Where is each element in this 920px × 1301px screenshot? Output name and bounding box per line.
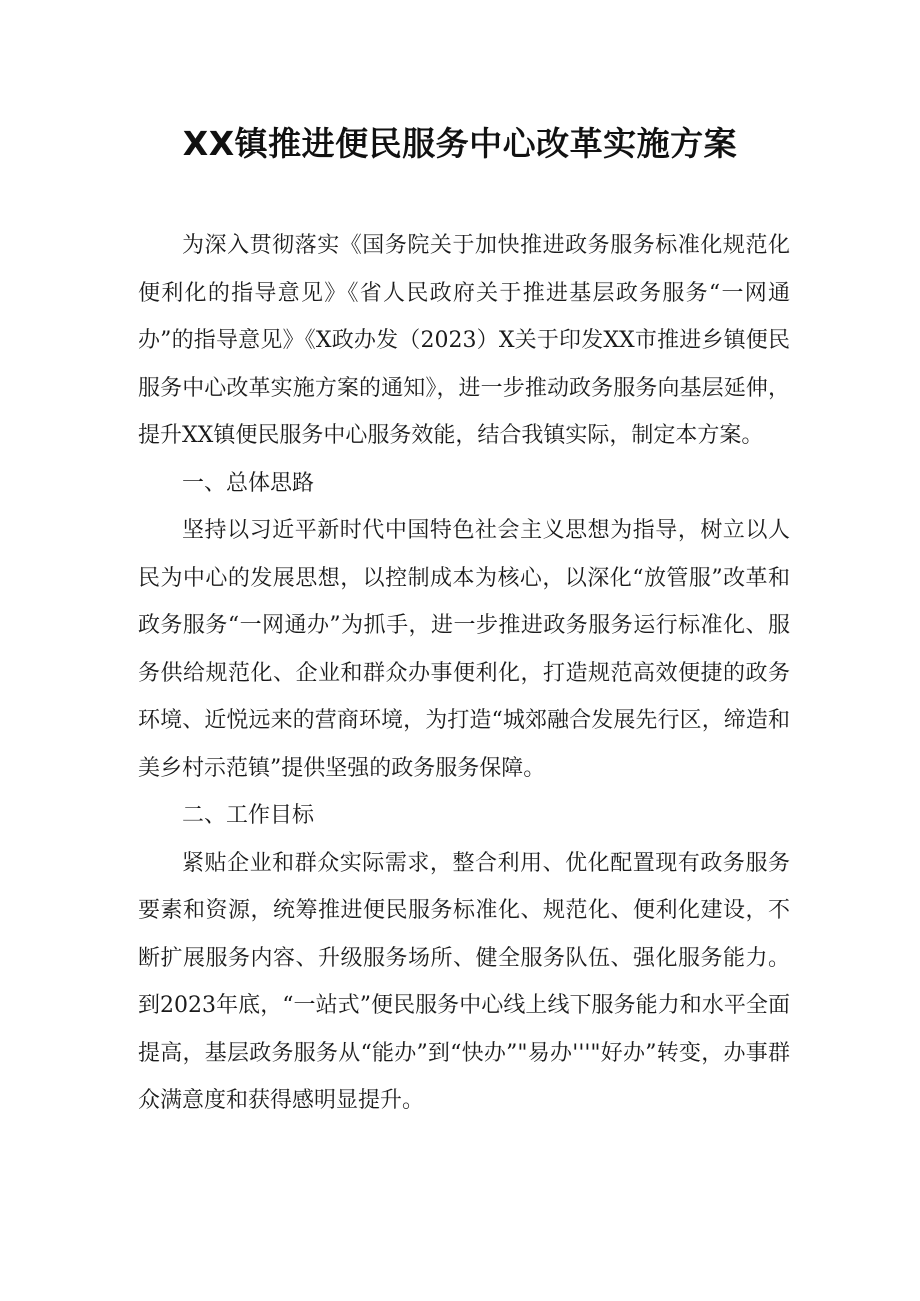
intro-paragraph: 为深入贯彻落实《国务院关于加快推进政务服务标准化规范化便利化的指导意见》《省人民政府关于推进基层政务服务“一网通办”的指导意见》《X政办发（2023）X关于印发XX市推进乡镇便民服务中心改革实施方案的通知》，进一步推动政务服务向基层延伸，提升XX镇便民服务中心服务效能，结合我镇实际，制定本方案。	[138, 233, 790, 448]
section-heading-work-goals: 二、工作目标	[182, 803, 315, 828]
section-body-overall-approach: 坚持以习近平新时代中国特色社会主义思想为指导，树立以人民为中心的发展思想，以控制成本为核心，以深化“放管服”改革和政务服务“一网通办”为抓手，进一步推进政务服务运行标准化、服务供给规范化、企业和群众办事便利化，打造规范高效便捷的政务环境、近悦远来的营商环境，为打造“城郊融合发展先行区，缔造和美乡村示范镇”提供坚强的政务服务保障。	[138, 518, 790, 781]
document-body	[138, 222, 790, 1125]
document-title: XX镇推进便民服务中心改革实施方案	[182, 124, 738, 163]
section-heading-overall-approach: 一、总体思路	[182, 470, 315, 496]
section-body-work-goals: 紧贴企业和群众实际需求，整合利用、优化配置现有政务服务要素和资源，统筹推进便民服务标准化、规范化、便利化建设，不断扩展服务内容、升级服务场所、健全服务队伍、强化服务能力。到2023年底，“一站式”便民服务中心线上线下服务能力和水平全面提高，基层政务服务从“能办”到“快办”"易办'''"好办”转变，办事群众满意度和获得感明显提升。	[138, 850, 790, 1113]
